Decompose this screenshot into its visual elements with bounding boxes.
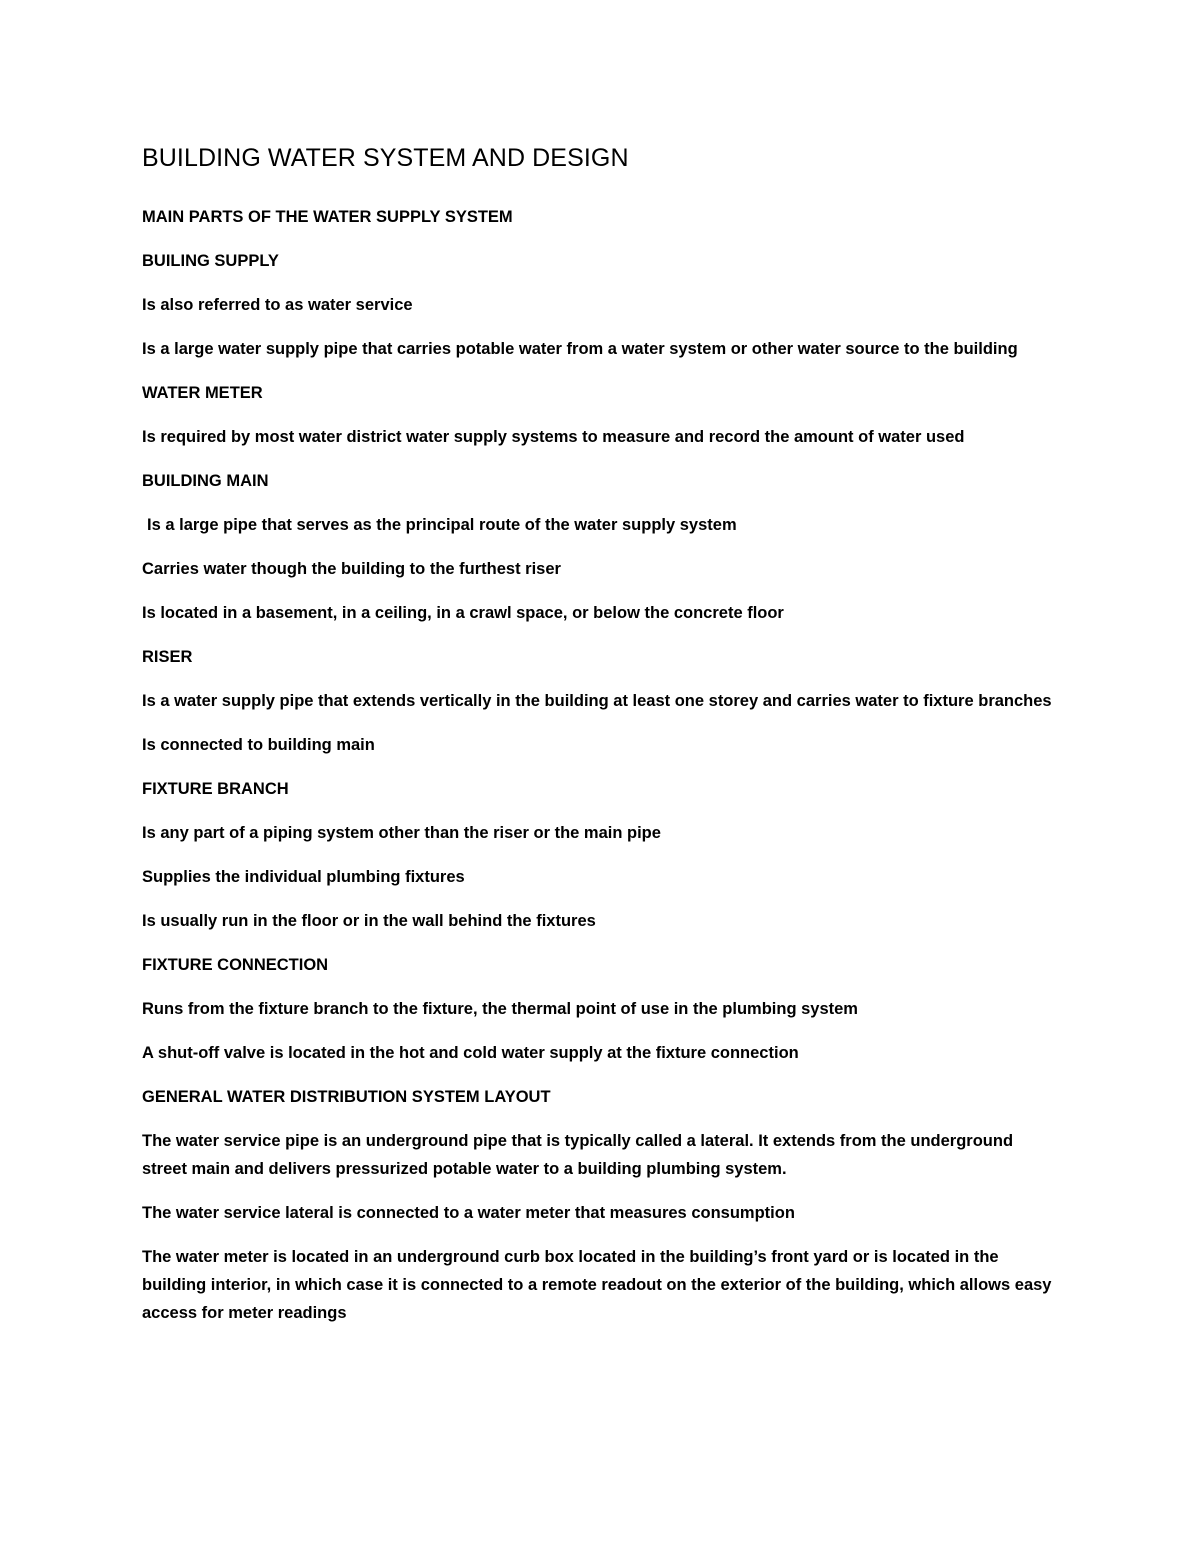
definition-text: Runs from the fixture branch to the fixture, the thermal point of use in the plumbing system <box>142 999 858 1018</box>
layout-text: The water service lateral is connected to a water meter that measures consumption <box>142 1203 795 1222</box>
definition-text: Is located in a basement, in a ceiling, in a crawl space, or below the concrete floor <box>142 603 784 622</box>
definition-text: Is required by most water district water supply systems to measure and record the amount of water used <box>142 427 965 446</box>
term-heading: BUILING SUPPLY <box>142 251 279 270</box>
section-heading: MAIN PARTS OF THE WATER SUPPLY SYSTEM <box>142 207 513 226</box>
document-title: BUILDING WATER SYSTEM AND DESIGN <box>142 144 629 172</box>
definition-text: Is a large water supply pipe that carries potable water from a water system or other water source to the building <box>142 339 1018 358</box>
definition-text: Carries water though the building to the furthest riser <box>142 559 561 578</box>
layout-text: The water service pipe is an underground pipe that is typically called a lateral. It extends from the underground street main and delivers pressurized potable water to a building plumbing system. <box>142 1131 1014 1178</box>
term-heading: FIXTURE BRANCH <box>142 779 289 798</box>
definition-text: Supplies the individual plumbing fixtures <box>142 867 465 886</box>
section-heading: GENERAL WATER DISTRIBUTION SYSTEM LAYOUT <box>142 1087 551 1106</box>
definition-text: A shut-off valve is located in the hot and cold water supply at the fixture connection <box>142 1043 799 1062</box>
term-heading: BUILDING MAIN <box>142 471 269 490</box>
definition-text: Is usually run in the floor or in the wall behind the fixtures <box>142 911 596 930</box>
definition-text: Is a large pipe that serves as the principal route of the water supply system <box>147 515 737 534</box>
definition-text: Is connected to building main <box>142 735 375 754</box>
term-heading: WATER METER <box>142 383 263 402</box>
definition-text: Is also referred to as water service <box>142 295 413 314</box>
term-heading: FIXTURE CONNECTION <box>142 955 329 974</box>
term-heading: RISER <box>142 647 193 666</box>
definition-text: Is a water supply pipe that extends vertically in the building at least one storey and carries water to fixture branches <box>142 691 1052 710</box>
document-page <box>142 142 1062 1343</box>
definition-text: Is any part of a piping system other than the riser or the main pipe <box>142 823 661 842</box>
layout-text: The water meter is located in an underground curb box located in the building’s front yard or is located in the building interior, in which case it is connected to a remote readout on the exterior of the building, which allows easy access for meter readings <box>142 1247 1052 1322</box>
